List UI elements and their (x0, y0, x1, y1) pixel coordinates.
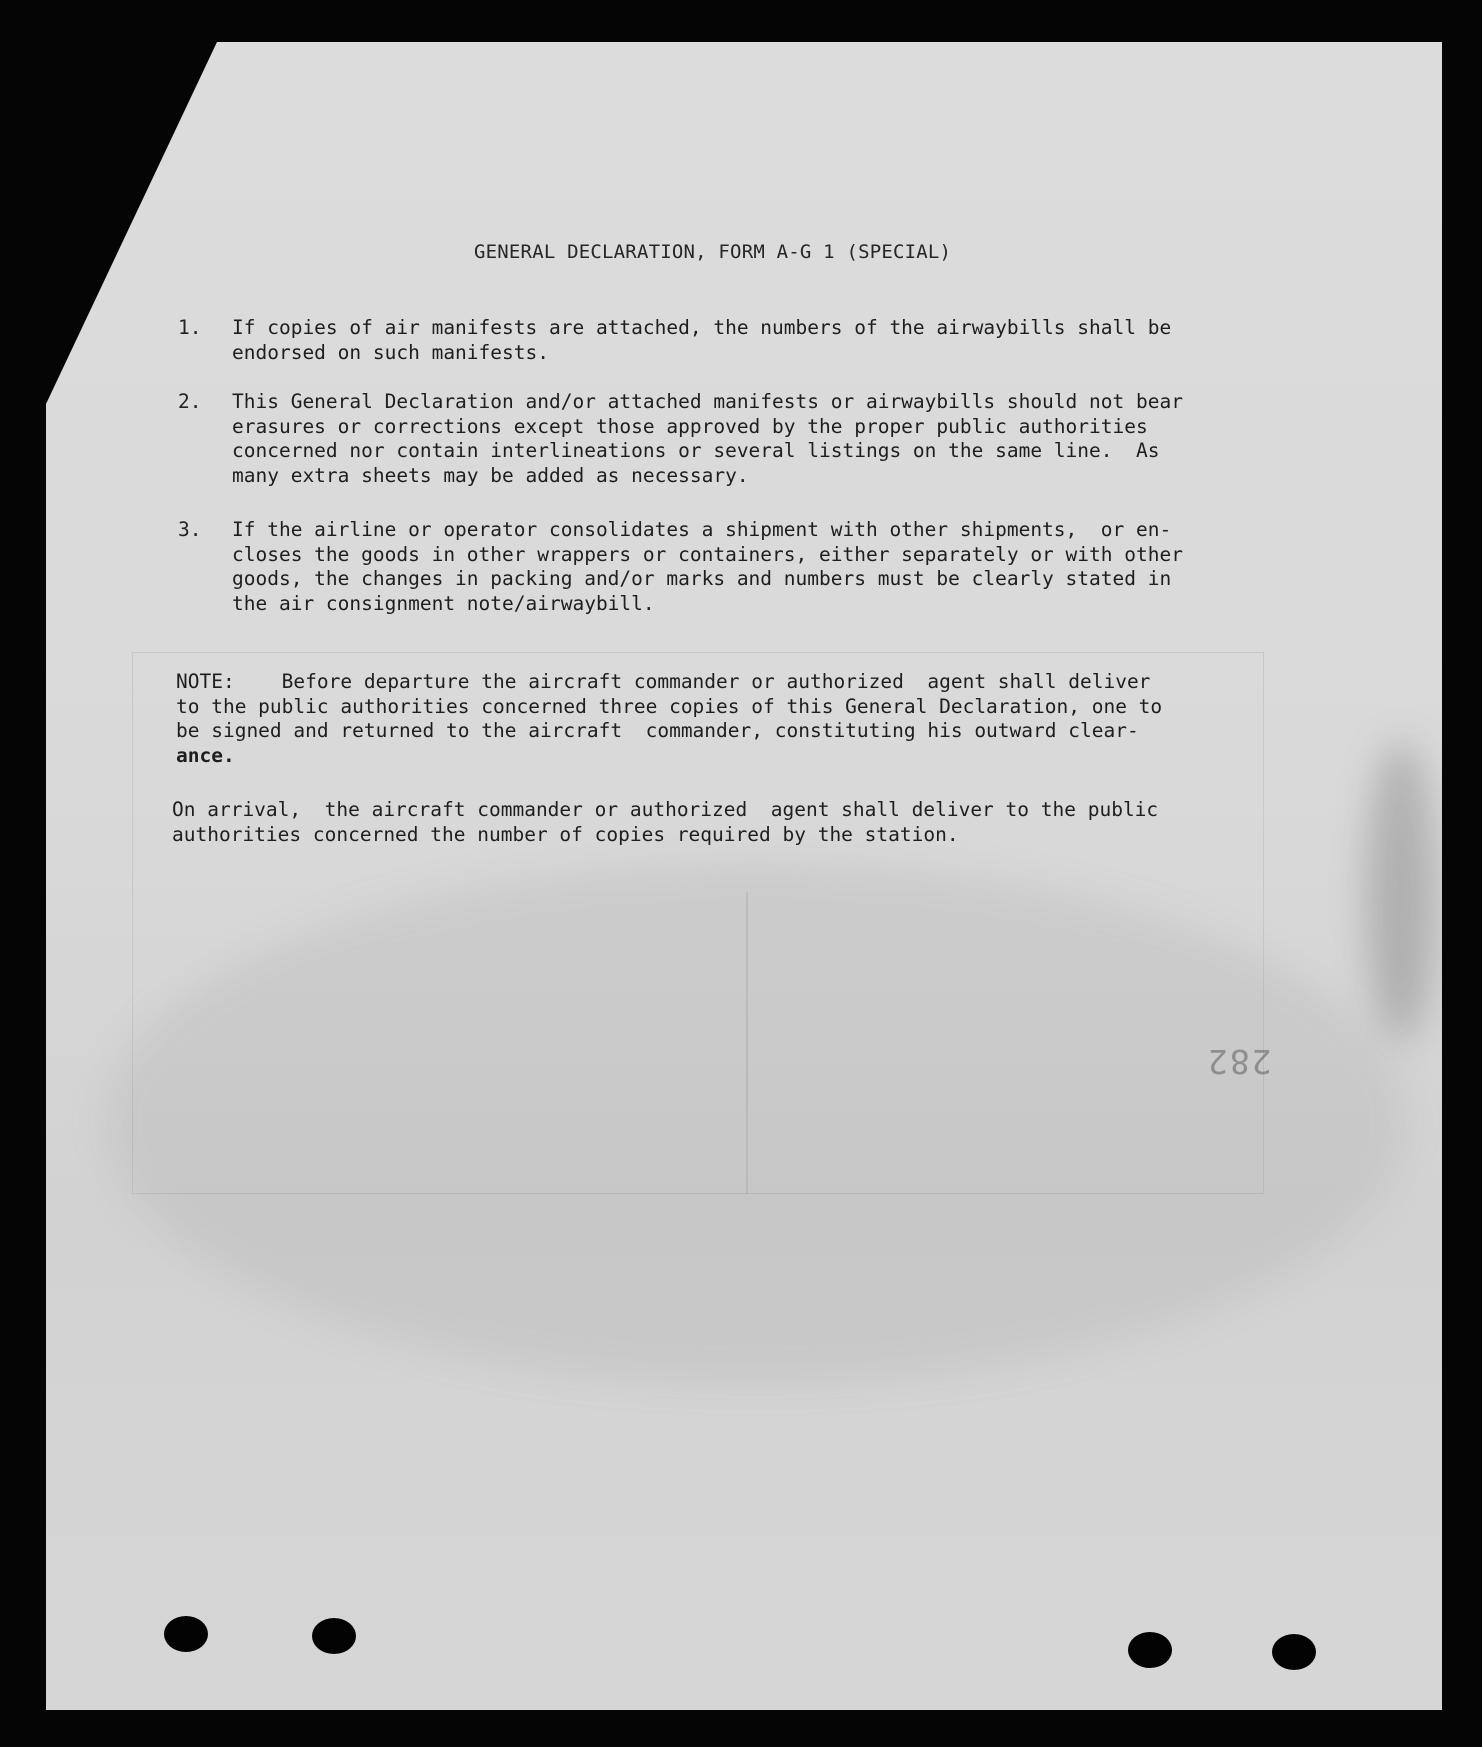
note-line-2: to the public authorities concerned three copies of this General Declaration, one to (176, 694, 1163, 718)
item-1-line-2: endorsed on such manifests. (232, 340, 549, 364)
item-2-line-2: erasures or corrections except those approved by the proper public authorities (232, 414, 1148, 438)
note-line-3: be signed and returned to the aircraft commander, constituting his outward clear- (176, 719, 1139, 742)
punch-hole (312, 1618, 356, 1654)
punch-hole (164, 1616, 208, 1652)
note-line-1: NOTE: Before departure the aircraft commander or authorized agent shall deliver (176, 670, 1151, 693)
item-3-number: 3. (178, 518, 202, 541)
document-sheet (46, 42, 1442, 1710)
item-1-number: 1. (178, 316, 202, 339)
item-2-text (232, 390, 1183, 488)
arrival-line-2: authorities concerned the number of copies required by the station. (172, 822, 959, 846)
item-2-line-4: many extra sheets may be added as necessary. (232, 463, 749, 487)
note-paragraph (176, 670, 1162, 768)
edge-shadow (1366, 742, 1436, 1042)
item-3-line-2: closes the goods in other wrappers or containers, either separately or with other (232, 542, 1183, 566)
arrival-paragraph (172, 798, 1158, 847)
punch-hole (1272, 1634, 1316, 1670)
note-line-4: ance. (176, 743, 235, 767)
form-title: GENERAL DECLARATION, FORM A-G 1 (SPECIAL) (474, 241, 952, 263)
item-3-line-4: the air consignment note/airwaybill. (232, 591, 655, 615)
page-stamp-number: 282 (1206, 1042, 1272, 1081)
arrival-line-1: On arrival, the aircraft commander or authorized agent shall deliver to the public (172, 798, 1159, 821)
bleed-through-line (746, 892, 748, 1194)
item-3-line-3: goods, the changes in packing and/or marks and numbers must be clearly stated in (232, 567, 1172, 590)
item-2-number: 2. (178, 390, 202, 413)
item-3-text (232, 518, 1183, 616)
item-3-line-1: If the airline or operator consolidates a shipment with other shipments, or en- (232, 518, 1172, 541)
item-1-text (232, 316, 1171, 365)
item-2-line-1: This General Declaration and/or attached manifests or airwaybills should not bear (232, 390, 1183, 413)
item-1-line-1: If copies of air manifests are attached, the numbers of the airwaybills shall be (232, 316, 1172, 339)
item-2-line-3: concerned nor contain interlineations or several listings on the same line. As (232, 439, 1160, 462)
punch-hole (1128, 1632, 1172, 1668)
